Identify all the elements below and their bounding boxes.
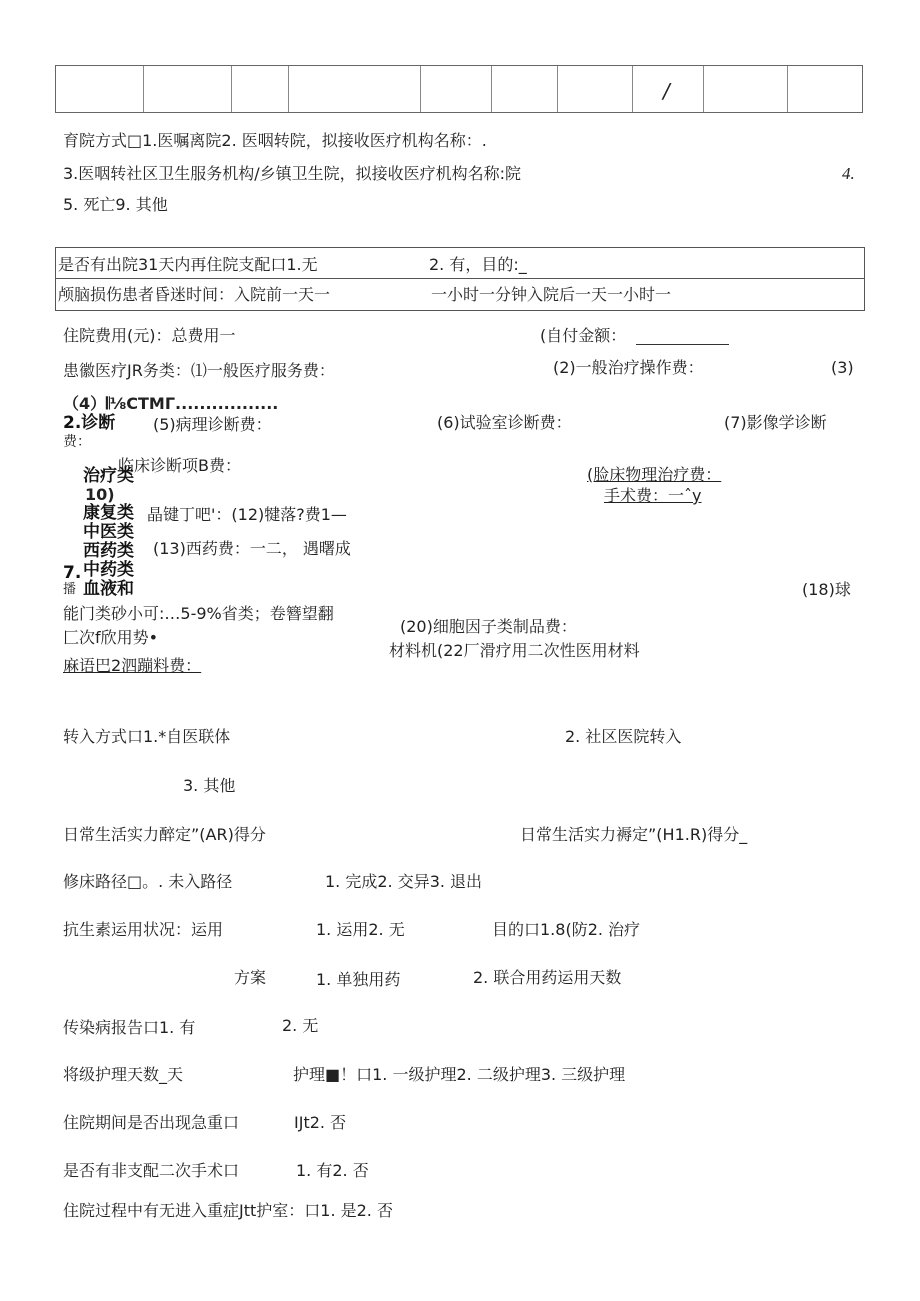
antibiotic-combined: 2. 联合用药运用天数 [473, 968, 622, 987]
anesthesia-label: 麻语巴2泗蹦料费： [63, 656, 202, 675]
blood-block: 血液和 [83, 579, 134, 599]
antibiotic-label: 抗生素运用状况：运用 [63, 920, 224, 939]
critical-options: IJt2. 否 [294, 1113, 347, 1132]
pathway-options: 1. 完成2. 交异3. 退出 [325, 872, 483, 891]
grid-cell [232, 66, 289, 112]
grid-cell [56, 66, 144, 112]
coma-label: 颅脑损伤患者昏迷时间：入院前一天一 [58, 285, 331, 304]
infectious-no: 2. 无 [282, 1016, 319, 1035]
materials-label: 材料机(22厂滑疗用二次性医用材料 [389, 641, 640, 660]
cytokine-label: (20)细胞因子类制品费： [400, 617, 577, 636]
western-item: (13)西药费：一二， 遇曙成 [153, 539, 351, 558]
antibiotic-single: 1. 单独用药 [316, 970, 401, 989]
coma-row [56, 279, 864, 310]
diag-block: 2.诊断 [63, 413, 116, 433]
treat-sub: 10) [85, 485, 115, 504]
physio-label: (脸床物理治疗费： [587, 465, 722, 484]
pathway-label: 修床路径□。. 未入路径 [63, 872, 233, 891]
grid-cell [788, 66, 862, 112]
readmit-row [56, 248, 864, 279]
nursing-days: 将级护理天数_天 [63, 1065, 184, 1084]
treat-block: 治疗类 [83, 466, 134, 486]
grid-cell [558, 66, 633, 112]
readmit-option2: 2. 有，目的:_ [429, 255, 527, 274]
grid-cell [704, 66, 788, 112]
item3-label: (3) [831, 358, 854, 377]
grid-cell [492, 66, 558, 112]
discharge-line2-right: 4. [842, 164, 855, 183]
discharge-line2: 3.医咽转社区卫生服务机构/乡镇卫生院，拟接收医疗机构名称:院 [63, 164, 522, 183]
imaging-label: (7)影像学诊断 [724, 413, 827, 432]
discharge-line1: 育院方式□1.医嘱离院2. 医咽转院，拟接收医疗机构名称：. [63, 131, 487, 150]
pathology-label: (5)病理诊断费： [153, 415, 272, 434]
adl-admit: 日常生活实力醉定”(AR)得分 [63, 825, 266, 844]
coma-after: 一小时一分钟入院后一天一小时一 [431, 285, 672, 304]
item4-label: （4）𝄃⅛CTMΓ................. [63, 394, 279, 413]
antibiotic-use: 1. 运用2. 无 [316, 920, 405, 939]
unplanned-surgery-label: 是否有非支配二次手术口 [63, 1161, 240, 1180]
infectious-label: 传染病报告口1. 有 [63, 1018, 196, 1037]
self-pay-blank [636, 328, 729, 345]
discharge-line3: 5. 死亡9. 其他 [63, 195, 168, 214]
grid-cell [421, 66, 492, 112]
total-fee-label: 住院费用(元)：总费用一 [63, 326, 236, 345]
lab-label: (6)试验室诊断费： [437, 413, 572, 432]
secondary-label: 匚次f欣用势• [63, 628, 159, 647]
rehab-item: 晶键丁吧'：(12)犍落?费1— [147, 505, 347, 524]
med-service-label: 患徽医疗JR务类：⑴一般医疗服务费： [63, 361, 335, 380]
rehab-block: 康复类 [83, 503, 134, 523]
slash-mark: / [663, 79, 670, 103]
grid-cell [289, 66, 421, 112]
icu-label: 住院过程中有无进入重症Jtt护室：口1. 是2. 否 [63, 1201, 393, 1220]
diag-sub: 费： [63, 434, 91, 450]
surgery-label: 手术费：一ˆy [604, 486, 702, 505]
adl-discharge: 日常生活实力褥定”(H1.R)得分_ [520, 825, 748, 844]
seven-label: 7. [63, 563, 82, 583]
admission-label: 转入方式口1.*自医联体 [63, 727, 231, 746]
tcm-block: 中医类 [83, 522, 134, 542]
chinese-block: 中药类 [83, 560, 134, 580]
readmit-coma-box [55, 247, 865, 311]
critical-label: 住院期间是否出现急重口 [63, 1113, 240, 1132]
item18-label: (18)球 [802, 580, 851, 599]
antibiotic-purpose: 目的口1.8(防2. 治疗 [492, 920, 641, 939]
cut-text: 播 [63, 582, 77, 597]
top-grid-table [55, 65, 863, 113]
nursing-level: 护理■！口1. 一级护理2. 二级护理3. 三级护理 [293, 1065, 626, 1084]
op-fee-label: (2)一般治疗操作费： [553, 358, 704, 377]
readmit-label: 是否有出院31天内再住院支配口1.无 [58, 255, 318, 274]
grid-cell [144, 66, 232, 112]
blood-item: 能门类砂小可:…5-9%省类；卷簪望翻 [63, 604, 334, 623]
grid-cell [633, 66, 704, 112]
admission-option2: 2. 社区医院转入 [565, 727, 682, 746]
clinical-diag-label: 临床诊断项B费： [118, 456, 241, 475]
unplanned-surgery-options: 1. 有2. 否 [296, 1161, 369, 1180]
self-pay-label: (自付金额： [540, 326, 627, 345]
antibiotic-plan-label: 方案 [234, 968, 267, 987]
western-block: 西药类 [83, 541, 134, 561]
admission-option3: 3. 其他 [183, 776, 236, 795]
